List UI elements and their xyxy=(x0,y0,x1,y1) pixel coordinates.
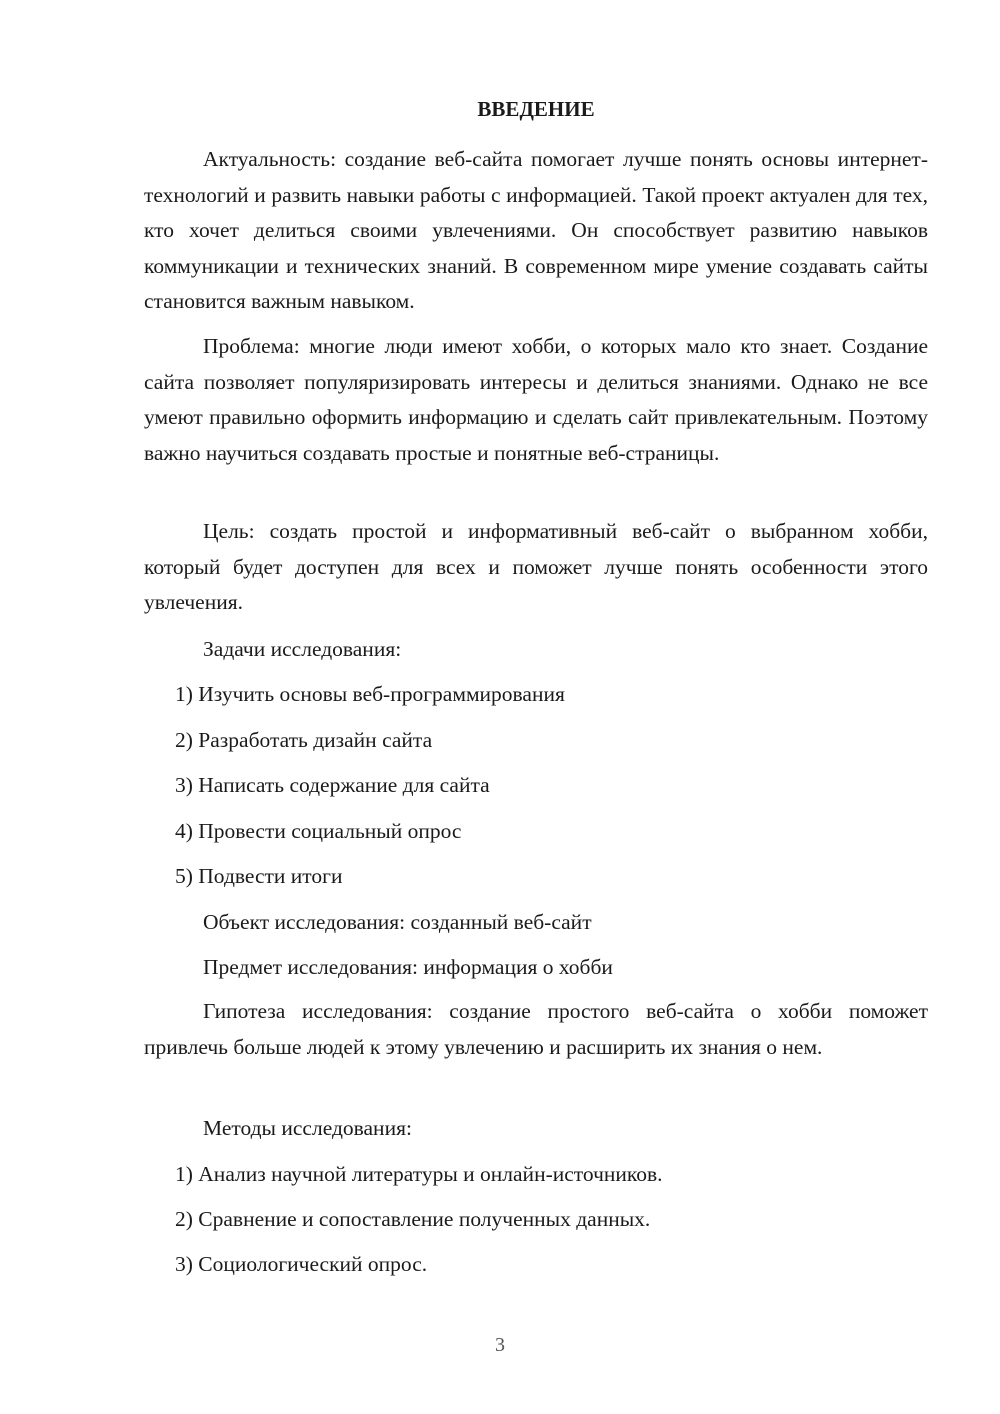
task-item: 2) Разработать дизайн сайта xyxy=(175,728,433,752)
method-item: 3) Социологический опрос. xyxy=(175,1252,428,1276)
problem-paragraph: Проблема: многие люди имеют хобби, о которых мало кто знает. Создание сайта позволяет популяризировать интересы и делиться знаниями. Однако не все умеют правильно оформить информацию и сделать сайт привлекательным. Поэтому важно научиться создавать простые и понятные веб-страницы. xyxy=(144,334,928,465)
hypothesis-paragraph: Гипотеза исследования: создание простого веб-сайта о хобби поможет привлечь больше людей к этому увлечению и расширить их знания о нем. xyxy=(144,999,928,1059)
research-object: Объект исследования: созданный веб-сайт xyxy=(203,910,592,934)
method-item: 2) Сравнение и сопоставление полученных данных. xyxy=(175,1207,651,1231)
method-item: 1) Анализ научной литературы и онлайн-источников. xyxy=(175,1162,663,1186)
task-item: 5) Подвести итоги xyxy=(175,864,343,888)
tasks-label: Задачи исследования: xyxy=(203,637,402,661)
page-title: ВВЕДЕНИЕ xyxy=(477,97,595,121)
methods-label: Методы исследования: xyxy=(203,1116,412,1140)
task-item: 4) Провести социальный опрос xyxy=(175,819,462,843)
task-item: 3) Написать содержание для сайта xyxy=(175,773,490,797)
goal-paragraph: Цель: создать простой и информативный веб-сайт о выбранном хобби, который будет доступен для всех и поможет лучше понять особенности этого увлечения. xyxy=(144,519,928,614)
relevance-paragraph: Актуальность: создание веб-сайта помогает лучше понять основы интернет-технологий и развить навыки работы с информацией. Такой проект актуален для тех, кто хочет делиться своими увлечениями. Он способствует развитию навыков коммуникации и технических знаний. В современном мире умение создавать сайты становится важным навыком. xyxy=(144,147,928,313)
research-subject: Предмет исследования: информация о хобби xyxy=(203,955,613,979)
page-number: 3 xyxy=(495,1334,505,1356)
task-item: 1) Изучить основы веб-программирования xyxy=(175,682,565,706)
